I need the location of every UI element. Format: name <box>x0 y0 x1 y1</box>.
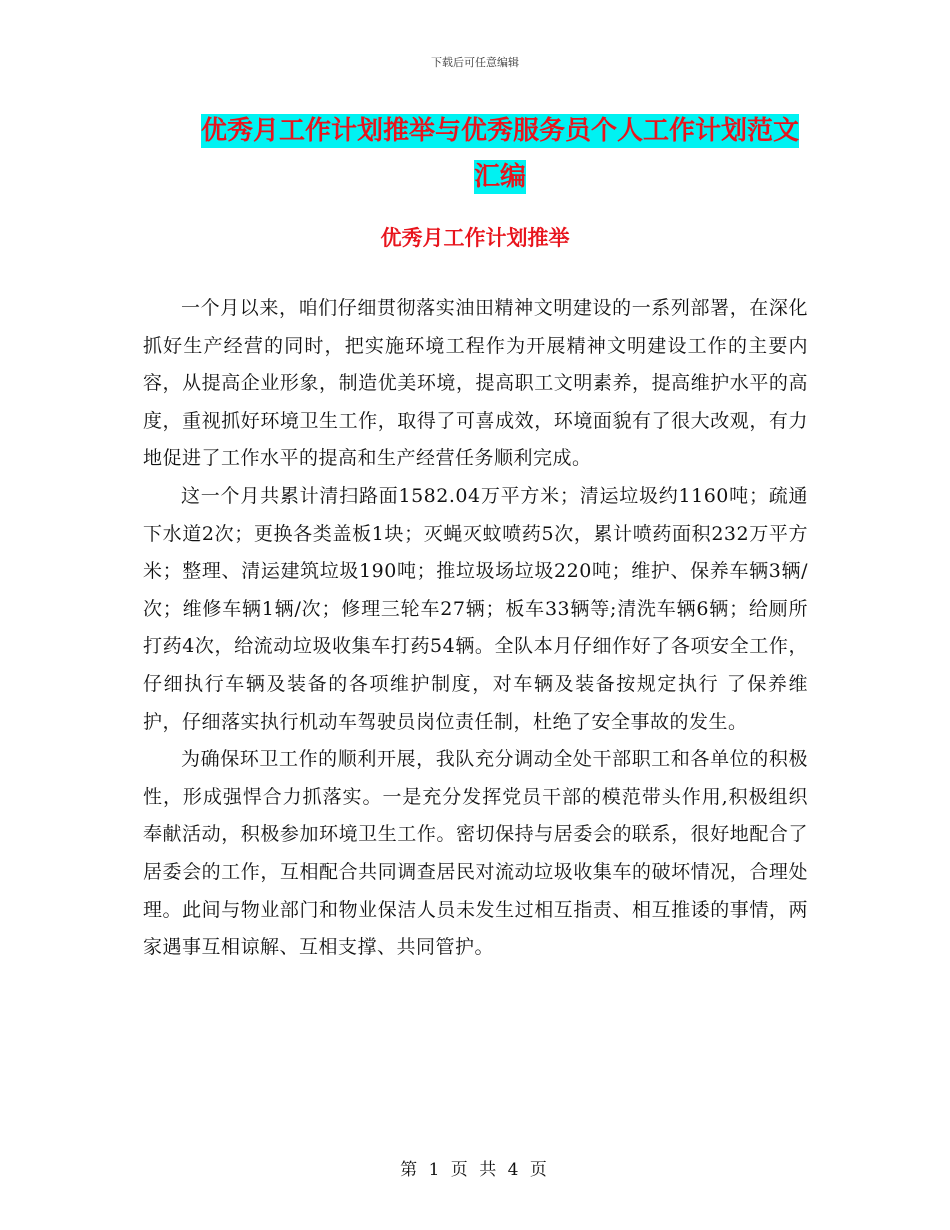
section-title: 优秀月工作计划推举 <box>380 226 570 250</box>
document-title <box>190 108 810 200</box>
paragraph-2: 这一个月共累计清扫路面1582.04万平方米；清运垃圾约1160吨；疏通下水道2次；更换各类盖板1块；灭蝇灭蚊喷药5次，累计喷药面积232万平方米；整理、清运建筑垃圾190吨；推垃圾场垃圾220吨；维护、保养车辆3辆/次；维修车辆1辆/次；修理三轮车27辆；板车33辆等;清洗车辆6辆；给厕所打药4次，给流动垃圾收集车打药54辆。全队本月仔细作好了各项安全工作，仔细执行车辆及装备的各项维护制度，对车辆及装备按规定执行 了保养维护，仔细落实执行机动车驾驶员岗位责任制，杜绝了安全事故的发生。 <box>143 484 808 733</box>
paragraph-1: 一个月以来，咱们仔细贯彻落实油田精神文明建设的一系列部署，在深化抓好生产经营的同时，把实施环境工程作为开展精神文明建设工作的主要内容，从提高企业形象，制造优美环境，提高职工文明素养，提高维护水平的高度，重视抓好环境卫生工作，取得了可喜成效，环境面貌有了很大改观，有力地促进了工作水平的提高和生产经营任务顺利完成。 <box>143 297 808 470</box>
document-title-line2: 汇编 <box>473 162 526 192</box>
paragraph-3: 为确保环卫工作的顺利开展，我队充分调动全处干部职工和各单位的积极性，形成强悍合力抓落实。一是充分发挥党员干部的模范带头作用,积极组织奉献活动，积极参加环境卫生工作。密切保持与居委会的联系，很好地配合了居委会的工作，互相配合共同调查居民对流动垃圾收集车的破坏情况，合理处理。此间与物业部门和物业保洁人员未发生过相互指责、相互推诿的事情，两家遇事互相谅解、互相支撑、共同管护。 <box>143 748 808 959</box>
body-text <box>143 290 808 967</box>
page-footer: 第 1 页 共 4 页 <box>400 1160 550 1180</box>
header-note: 下载后可任意编辑 <box>431 56 519 69</box>
document-title-line1: 优秀月工作计划推举与优秀服务员个人工作计划范文 <box>200 116 799 146</box>
